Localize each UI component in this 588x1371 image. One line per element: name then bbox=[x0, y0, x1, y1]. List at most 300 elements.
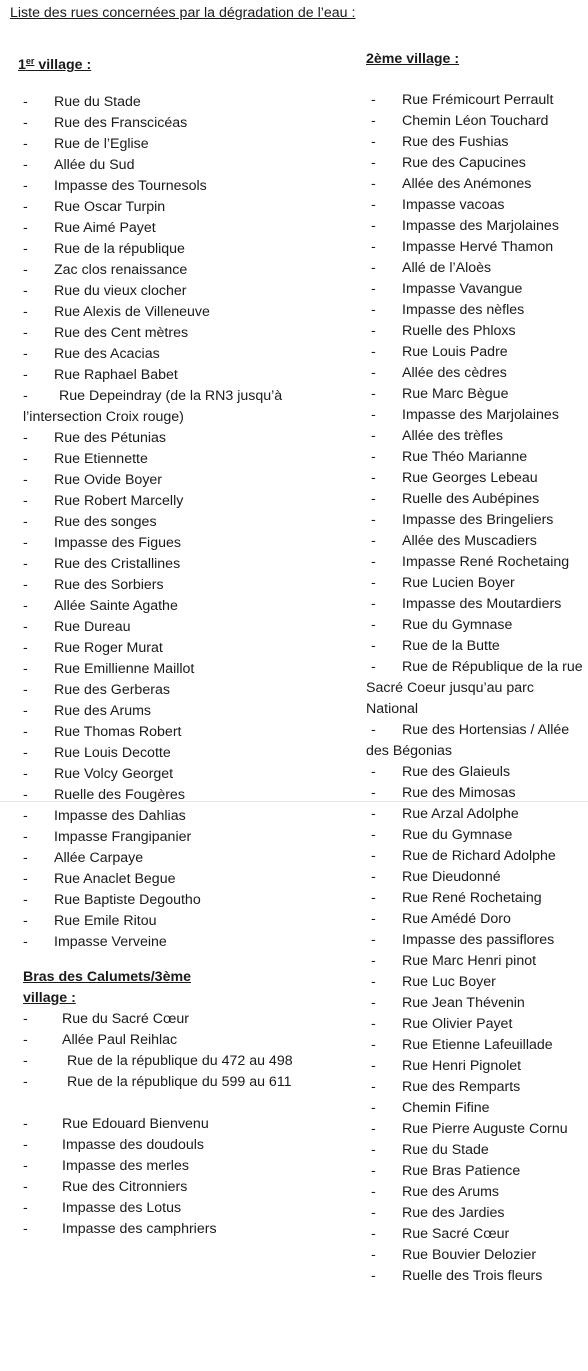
list-item bbox=[18, 680, 348, 701]
list-dash: - bbox=[371, 974, 376, 990]
list-dash: - bbox=[23, 598, 28, 614]
street-name: Rue des Citronniers bbox=[62, 1179, 188, 1195]
list-item bbox=[18, 1114, 348, 1135]
street-name: Rue Dieudonné bbox=[402, 869, 501, 885]
list-dash: - bbox=[23, 283, 28, 299]
list-dash: - bbox=[371, 113, 376, 129]
street-name: Rue de la république du 472 au 498 bbox=[67, 1053, 293, 1069]
list-item bbox=[18, 428, 348, 449]
list-item bbox=[18, 470, 348, 491]
street-name: Rue Depeindray (de la RN3 jusqu’à l’intersection Croix rouge) bbox=[23, 388, 283, 425]
bras-calumets-street-list bbox=[18, 1009, 348, 1240]
list-item bbox=[366, 1035, 588, 1056]
street-name: Rue des Gerberas bbox=[54, 682, 170, 698]
list-dash: - bbox=[371, 785, 376, 801]
list-dash: - bbox=[371, 1163, 376, 1179]
list-item bbox=[18, 701, 348, 722]
list-item bbox=[366, 1203, 588, 1224]
list-item bbox=[18, 932, 348, 953]
street-name: Rue Anaclet Begue bbox=[54, 871, 176, 887]
list-item bbox=[366, 1056, 588, 1077]
list-item bbox=[366, 468, 588, 489]
street-name: Rue Henri Pignolet bbox=[402, 1058, 522, 1074]
street-name: Rue Bouvier Delozier bbox=[402, 1247, 537, 1263]
street-name: Impasse des nèfles bbox=[402, 302, 525, 318]
street-name: Chemin Léon Touchard bbox=[402, 113, 549, 129]
list-item bbox=[18, 764, 348, 785]
list-dash: - bbox=[371, 1016, 376, 1032]
list-item bbox=[366, 174, 588, 195]
list-dash: - bbox=[371, 1058, 376, 1074]
list-dash: - bbox=[371, 134, 376, 150]
street-name: Impasse des Moutardiers bbox=[402, 596, 562, 612]
list-dash: - bbox=[371, 1184, 376, 1200]
list-dash: - bbox=[23, 934, 28, 950]
list-dash: - bbox=[23, 493, 28, 509]
list-item bbox=[366, 993, 588, 1014]
street-name: Rue Sacré Cœur bbox=[402, 1226, 510, 1242]
list-dash: - bbox=[371, 323, 376, 339]
list-dash: - bbox=[23, 136, 28, 152]
list-item bbox=[18, 134, 348, 155]
list-item bbox=[366, 237, 588, 258]
street-name: Rue Roger Murat bbox=[54, 640, 163, 656]
list-item bbox=[366, 1098, 588, 1119]
street-name: Rue Oscar Turpin bbox=[54, 199, 166, 215]
list-item bbox=[18, 197, 348, 218]
list-item bbox=[366, 888, 588, 909]
village-2-street-list bbox=[366, 90, 588, 1287]
street-name: Rue des Arums bbox=[402, 1184, 499, 1200]
list-item bbox=[366, 384, 588, 405]
list-item bbox=[366, 111, 588, 132]
list-dash: - bbox=[23, 787, 28, 803]
street-name: Impasse des Tournesols bbox=[54, 178, 207, 194]
list-item bbox=[366, 657, 588, 720]
list-item bbox=[366, 195, 588, 216]
list-dash: - bbox=[23, 1221, 28, 1237]
list-dash: - bbox=[23, 892, 28, 908]
street-name: Rue Arzal Adolphe bbox=[402, 806, 519, 822]
street-name: Allée Carpaye bbox=[54, 850, 144, 866]
list-item bbox=[366, 426, 588, 447]
list-item bbox=[366, 573, 588, 594]
list-dash: - bbox=[23, 514, 28, 530]
street-name: Rue du Stade bbox=[54, 94, 141, 110]
list-dash: - bbox=[371, 659, 376, 675]
list-item bbox=[18, 344, 348, 365]
list-item bbox=[366, 447, 588, 468]
list-item bbox=[366, 363, 588, 384]
list-item bbox=[366, 615, 588, 636]
list-item bbox=[366, 1119, 588, 1140]
village-1-street-list bbox=[18, 92, 348, 953]
street-name: Rue des Acacias bbox=[54, 346, 160, 362]
list-item bbox=[366, 909, 588, 930]
village-1-column bbox=[18, 50, 348, 1240]
list-item bbox=[18, 1009, 348, 1030]
list-item bbox=[18, 554, 348, 575]
street-name: Rue Bras Patience bbox=[402, 1163, 521, 1179]
street-name: Rue Marc Henri pinot bbox=[402, 953, 537, 969]
street-name: Impasse René Rochetaing bbox=[402, 554, 570, 570]
list-item bbox=[366, 783, 588, 804]
list-dash: - bbox=[371, 722, 376, 738]
list-item bbox=[18, 1051, 348, 1072]
street-name: Rue Olivier Payet bbox=[402, 1016, 513, 1032]
list-item bbox=[18, 1198, 348, 1219]
list-item bbox=[18, 1030, 348, 1051]
village-2-heading: 2ème village : bbox=[366, 51, 460, 67]
list-dash: - bbox=[371, 764, 376, 780]
list-item bbox=[366, 90, 588, 111]
street-name: Impasse des passiflores bbox=[402, 932, 555, 948]
street-name: Rue Robert Marcelly bbox=[54, 493, 184, 509]
list-dash: - bbox=[371, 554, 376, 570]
list-dash: - bbox=[23, 430, 28, 446]
list-item bbox=[18, 512, 348, 533]
list-dash: - bbox=[371, 470, 376, 486]
list-item bbox=[366, 867, 588, 888]
street-name: Impasse des Bringeliers bbox=[402, 512, 554, 528]
list-item bbox=[366, 1014, 588, 1035]
list-item bbox=[18, 722, 348, 743]
street-name: Rue des Hortensias / Allée des Bégonias bbox=[366, 722, 570, 759]
street-name: Rue des Arums bbox=[54, 703, 151, 719]
list-dash: - bbox=[23, 913, 28, 929]
list-item bbox=[18, 113, 348, 134]
list-dash: - bbox=[371, 302, 376, 318]
list-item bbox=[18, 239, 348, 260]
list-item bbox=[366, 762, 588, 783]
list-item bbox=[366, 951, 588, 972]
list-item bbox=[366, 132, 588, 153]
list-dash: - bbox=[371, 1142, 376, 1158]
street-name: Rue Alexis de Villeneuve bbox=[54, 304, 210, 320]
street-name: Impasse des Dahlias bbox=[54, 808, 186, 824]
section-gap bbox=[18, 953, 348, 967]
list-dash: - bbox=[23, 661, 28, 677]
list-item bbox=[366, 279, 588, 300]
list-dash: - bbox=[23, 766, 28, 782]
list-item bbox=[18, 302, 348, 323]
list-dash: - bbox=[371, 1226, 376, 1242]
list-item bbox=[18, 386, 348, 428]
list-item bbox=[366, 342, 588, 363]
street-name: Rue du Stade bbox=[402, 1142, 489, 1158]
street-name: Rue des Fushias bbox=[402, 134, 509, 150]
street-name: Rue du Gymnase bbox=[402, 617, 513, 633]
list-item bbox=[366, 552, 588, 573]
street-name: Rue Théo Marianne bbox=[402, 449, 528, 465]
list-item bbox=[18, 281, 348, 302]
street-name: Allée des trèfles bbox=[402, 428, 503, 444]
list-dash: - bbox=[23, 682, 28, 698]
list-item bbox=[366, 531, 588, 552]
list-dash: - bbox=[23, 262, 28, 278]
list-dash: - bbox=[371, 428, 376, 444]
list-dash: - bbox=[371, 218, 376, 234]
list-dash: - bbox=[371, 197, 376, 213]
list-item bbox=[18, 491, 348, 512]
street-name: Impasse des merles bbox=[62, 1158, 189, 1174]
street-name: Rue Marc Bègue bbox=[402, 386, 509, 402]
list-dash: - bbox=[23, 850, 28, 866]
list-dash: - bbox=[23, 94, 28, 110]
street-name: Ruelle des Trois fleurs bbox=[402, 1268, 543, 1284]
list-item bbox=[366, 510, 588, 531]
street-name: Impasse Verveine bbox=[54, 934, 167, 950]
street-name: Rue Jean Thévenin bbox=[402, 995, 525, 1011]
street-name: Allé de l’Aloès bbox=[402, 260, 492, 276]
street-name: Rue des Sorbiers bbox=[54, 577, 164, 593]
list-dash: - bbox=[371, 995, 376, 1011]
street-name: Rue de la république du 599 au 611 bbox=[67, 1074, 292, 1090]
list-item bbox=[366, 300, 588, 321]
street-name: Rue des Capucines bbox=[402, 155, 526, 171]
list-dash: - bbox=[23, 577, 28, 593]
list-item bbox=[18, 1135, 348, 1156]
street-name: Rue de République de la rue Sacré Coeur jusqu’au parc National bbox=[366, 659, 583, 717]
street-name: Rue des Franscicéas bbox=[54, 115, 188, 131]
list-dash: - bbox=[23, 304, 28, 320]
list-dash: - bbox=[371, 890, 376, 906]
list-dash: - bbox=[23, 451, 28, 467]
list-dash: - bbox=[371, 155, 376, 171]
list-item bbox=[18, 260, 348, 281]
list-dash: - bbox=[371, 953, 376, 969]
list-item bbox=[366, 804, 588, 825]
list-dash: - bbox=[23, 1200, 28, 1216]
list-dash: - bbox=[23, 1158, 28, 1174]
street-name: Rue des Cristallines bbox=[54, 556, 181, 572]
street-name: Rue Emillienne Maillot bbox=[54, 661, 195, 677]
spacer bbox=[366, 70, 588, 90]
list-dash: - bbox=[371, 1205, 376, 1221]
street-name: Impasse des Marjolaines bbox=[402, 218, 559, 234]
spacer bbox=[18, 72, 348, 92]
list-item bbox=[366, 1077, 588, 1098]
list-dash: - bbox=[23, 1137, 28, 1153]
list-dash: - bbox=[371, 491, 376, 507]
street-name: Rue Louis Padre bbox=[402, 344, 508, 360]
street-name: Impasse vacoas bbox=[402, 197, 505, 213]
list-item bbox=[366, 1161, 588, 1182]
village-1-heading bbox=[18, 50, 348, 72]
list-dash: - bbox=[23, 199, 28, 215]
list-dash: - bbox=[23, 703, 28, 719]
street-name: Rue Amédé Doro bbox=[402, 911, 511, 927]
list-dash: - bbox=[371, 239, 376, 255]
list-item bbox=[18, 638, 348, 659]
street-name: Allée du Sud bbox=[54, 157, 135, 173]
list-item bbox=[366, 258, 588, 279]
street-name: Impasse des Lotus bbox=[62, 1200, 182, 1216]
list-dash: - bbox=[23, 829, 28, 845]
list-dash: - bbox=[23, 178, 28, 194]
street-name: Chemin Fifine bbox=[402, 1100, 490, 1116]
list-dash: - bbox=[23, 241, 28, 257]
street-name: Impasse des Figues bbox=[54, 535, 181, 551]
list-item bbox=[366, 594, 588, 615]
document-title: Liste des rues concernées par la dégradation de l’eau : bbox=[10, 5, 356, 21]
street-name: Rue Lucien Boyer bbox=[402, 575, 515, 591]
list-dash: - bbox=[23, 1116, 28, 1132]
bras-calumets-heading: Bras des Calumets/3ème village : bbox=[23, 969, 191, 1006]
list-dash: - bbox=[371, 281, 376, 297]
list-dash: - bbox=[371, 1100, 376, 1116]
list-dash: - bbox=[23, 388, 28, 404]
list-dash: - bbox=[371, 638, 376, 654]
list-dash: - bbox=[23, 367, 28, 383]
list-dash: - bbox=[371, 260, 376, 276]
list-dash: - bbox=[371, 365, 376, 381]
street-name: Rue du Gymnase bbox=[402, 827, 513, 843]
list-dash: - bbox=[23, 1032, 28, 1048]
street-name: Rue Emile Ritou bbox=[54, 913, 157, 929]
list-dash: - bbox=[23, 640, 28, 656]
street-name: Rue des songes bbox=[54, 514, 157, 530]
list-dash: - bbox=[371, 344, 376, 360]
list-dash: - bbox=[23, 745, 28, 761]
street-name: Allée des cèdres bbox=[402, 365, 507, 381]
list-item bbox=[366, 216, 588, 237]
street-name: Impasse Vavangue bbox=[402, 281, 523, 297]
list-item bbox=[366, 153, 588, 174]
street-name: Rue Luc Boyer bbox=[402, 974, 496, 990]
list-item bbox=[366, 405, 588, 426]
list-item bbox=[366, 720, 588, 762]
street-name: Rue Pierre Auguste Cornu bbox=[402, 1121, 568, 1137]
list-item bbox=[366, 825, 588, 846]
street-name: Allée des Muscadiers bbox=[402, 533, 537, 549]
list-dash: - bbox=[23, 325, 28, 341]
street-name: Rue des Mimosas bbox=[402, 785, 516, 801]
list-item bbox=[18, 176, 348, 197]
list-dash: - bbox=[371, 386, 376, 402]
list-item bbox=[18, 617, 348, 638]
list-item bbox=[18, 659, 348, 680]
street-name: Ruelle des Aubépines bbox=[402, 491, 540, 507]
street-name: Rue Raphael Babet bbox=[54, 367, 178, 383]
list-dash: - bbox=[371, 848, 376, 864]
list-item bbox=[366, 972, 588, 993]
street-name: Rue des Remparts bbox=[402, 1079, 521, 1095]
list-dash: - bbox=[23, 346, 28, 362]
village-2-column bbox=[366, 48, 588, 1287]
list-dash: - bbox=[23, 1074, 28, 1090]
list-dash: - bbox=[23, 871, 28, 887]
list-item bbox=[18, 827, 348, 848]
street-name: Allée Paul Reihlac bbox=[62, 1032, 178, 1048]
list-item bbox=[18, 848, 348, 869]
list-dash: - bbox=[23, 1179, 28, 1195]
street-name: Rue de Richard Adolphe bbox=[402, 848, 556, 864]
list-item bbox=[18, 911, 348, 932]
list-item bbox=[18, 1177, 348, 1198]
list-dash: - bbox=[371, 806, 376, 822]
list-item bbox=[366, 1182, 588, 1203]
list-item bbox=[18, 365, 348, 386]
street-name: Rue Edouard Bienvenu bbox=[62, 1116, 209, 1132]
list-dash: - bbox=[23, 115, 28, 131]
list-item bbox=[18, 1072, 348, 1093]
list-dash: - bbox=[23, 1011, 28, 1027]
street-name: Impasse Hervé Thamon bbox=[402, 239, 554, 255]
list-dash: - bbox=[23, 472, 28, 488]
list-dash: - bbox=[23, 556, 28, 572]
street-name: Rue de la république bbox=[54, 241, 185, 257]
list-dash: - bbox=[371, 1121, 376, 1137]
list-dash: - bbox=[371, 449, 376, 465]
street-name: Rue des Glaieuls bbox=[402, 764, 511, 780]
list-item bbox=[366, 1266, 588, 1287]
street-name: Rue René Rochetaing bbox=[402, 890, 542, 906]
list-dash: - bbox=[371, 827, 376, 843]
list-item bbox=[18, 575, 348, 596]
list-item bbox=[366, 321, 588, 342]
street-name: Rue des Jardies bbox=[402, 1205, 505, 1221]
street-name: Rue Louis Decotte bbox=[54, 745, 171, 761]
village-1-heading-label: village : bbox=[34, 57, 92, 73]
street-name: Impasse des doudouls bbox=[62, 1137, 204, 1153]
list-item bbox=[18, 533, 348, 554]
street-name: Rue Etienne Lafeuillade bbox=[402, 1037, 553, 1053]
list-dash: - bbox=[23, 535, 28, 551]
list-item bbox=[366, 636, 588, 657]
street-name: Rue de l’Eglise bbox=[54, 136, 149, 152]
street-name: Rue Georges Lebeau bbox=[402, 470, 538, 486]
list-dash: - bbox=[23, 724, 28, 740]
list-item bbox=[18, 92, 348, 113]
list-item bbox=[18, 785, 348, 806]
street-name: Zac clos renaissance bbox=[54, 262, 188, 278]
village-1-heading-superscript: er bbox=[25, 56, 35, 66]
list-dash: - bbox=[371, 932, 376, 948]
list-item bbox=[18, 869, 348, 890]
list-item bbox=[18, 1156, 348, 1177]
list-item bbox=[18, 449, 348, 470]
street-name: Rue Baptiste Degoutho bbox=[54, 892, 201, 908]
list-item bbox=[366, 1224, 588, 1245]
street-name: Rue de la Butte bbox=[402, 638, 500, 654]
list-dash: - bbox=[371, 617, 376, 633]
list-item bbox=[18, 218, 348, 239]
street-name: Rue du vieux clocher bbox=[54, 283, 187, 299]
list-item bbox=[366, 1245, 588, 1266]
street-name: Rue Etiennette bbox=[54, 451, 148, 467]
street-name: Rue du Sacré Cœur bbox=[62, 1011, 189, 1027]
street-name: Rue Dureau bbox=[54, 619, 131, 635]
list-item bbox=[18, 596, 348, 617]
street-name: Rue des Cent mètres bbox=[54, 325, 189, 341]
list-item bbox=[366, 930, 588, 951]
list-dash: - bbox=[23, 808, 28, 824]
list-dash: - bbox=[371, 407, 376, 423]
list-item bbox=[18, 743, 348, 764]
street-name: Ruelle des Phloxs bbox=[402, 323, 516, 339]
list-dash: - bbox=[371, 176, 376, 192]
street-name: Rue Volcy Georget bbox=[54, 766, 174, 782]
list-item bbox=[18, 155, 348, 176]
street-name: Impasse Frangipanier bbox=[54, 829, 192, 845]
list-dash: - bbox=[371, 1037, 376, 1053]
list-item bbox=[366, 846, 588, 867]
list-item bbox=[18, 1219, 348, 1240]
street-name: Allée Sainte Agathe bbox=[54, 598, 178, 614]
street-name: Impasse des Marjolaines bbox=[402, 407, 559, 423]
list-dash: - bbox=[371, 596, 376, 612]
